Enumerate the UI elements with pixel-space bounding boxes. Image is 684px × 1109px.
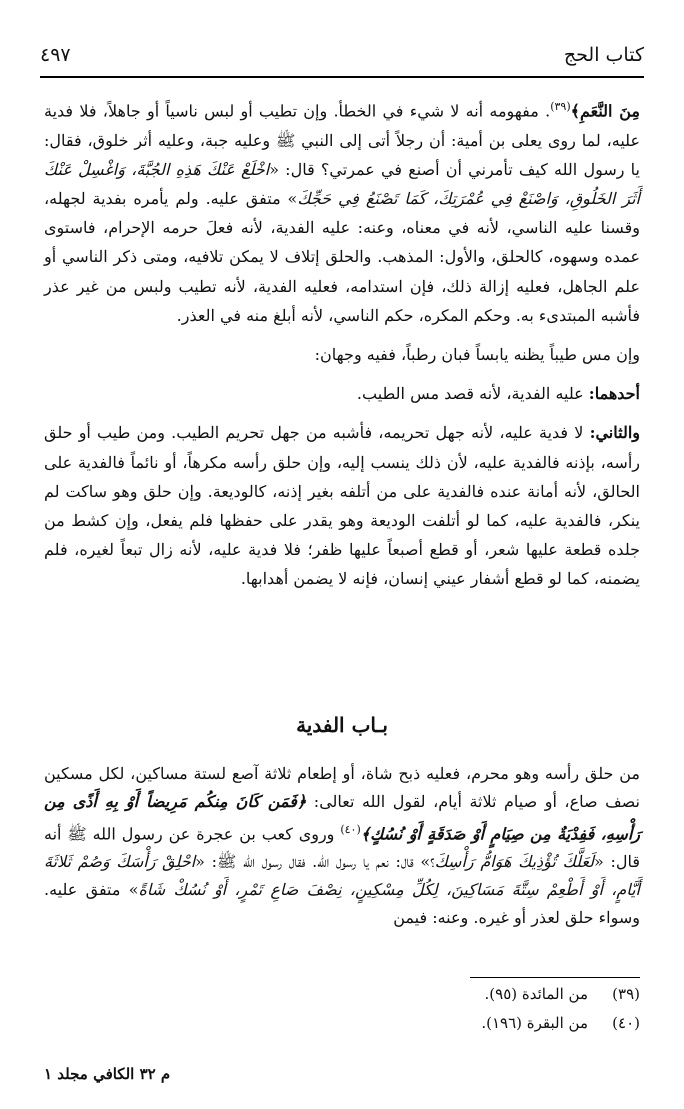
page-number: ٤٩٧	[40, 44, 71, 66]
paragraph-3	[44, 379, 640, 408]
chapter-text-d: » متفق عليه. وسواء حلق لعذر أو غيره. وعنه: فيمن	[44, 880, 640, 928]
footnote-item	[44, 980, 640, 1009]
second-opinion-text: لا فدية عليه، لأنه جهل تحريمه، فأشبه من جهل تحريم الطيب. ومن طيب أو حلق رأسه، بإذنه فالفدية عليه، لأن ذلك ينسب إليه، وإن حلق رأسه مكرهاً، أو نائماً فالفدية على الحالق، لأنه أمانة عنده فالفدية على من أتلفه بغير إذنه، كالوديعة. وإن حلق وهو ساكت لم ينكر، فالفدية عليه، كما لو أتلفت الوديعة وهو يقدر على حفظها فلم يفعل، وإن كشط من جلده قطعة عليها شعر، أو قطع أصبعاً عليها ظفر؛ فلا فدية عليه، لأنه زال تبعاً لغيره، فلم يضمنه، كما لو قطع أشفار عيني إنسان، فإنه لا يضمن أهدابها.	[44, 423, 640, 589]
paragraph-4	[44, 418, 640, 593]
chapter-text	[44, 760, 640, 932]
hadith-quote-3: احْلِقْ رَأْسَكَ وَصُمْ ثَلاثَةَ أَيَّامٍ، أَوْ أَطْعِمْ سِتَّةَ مَسَاكِينَ، لِكُلِّ مِسْكِينٍ، نِصْفَ صَاعِ تَمْرٍ، أَوْ نُسُكْ شَاةً	[44, 852, 640, 900]
chapter-text-b: وروى كعب بن عجرة عن رسول الله ﷺ أنه قال: «	[44, 824, 641, 872]
chapter-title: بـاب الفدية	[296, 713, 388, 737]
page-header	[40, 40, 644, 70]
chapter-paragraph	[44, 760, 640, 932]
print-signature: م ٣٢ الكافي مجلد ١	[44, 1065, 171, 1083]
paragraph-1-text: . مفهومه أنه لا شيء في الخطأ. وإن تطيب أو لبس ناسياً أو جاهلاً، فلا فدية عليه، لما روى يعلى بن أمية: أن رجلاً أتى إلى النبي ﷺ وعليه جبة، وعليه أثر خلوق، فقال: يا رسول الله كيف تأمرني أن أصنع في عمرتي؟ قال: «	[44, 101, 640, 179]
footnote-text: من البقرة (١٩٦).	[481, 1014, 588, 1032]
second-opinion-label: والثاني:	[589, 423, 641, 443]
chapter-text-c: ؟» قال: نعم يا رسول الله. فقال رسول الله ﷺ: «	[195, 852, 435, 872]
footnotes	[44, 980, 640, 1038]
footnote-ref-40: (٤٠)	[340, 823, 361, 836]
footnote-item	[44, 1009, 640, 1038]
first-opinion-label: أحدهما:	[588, 384, 640, 404]
paragraph-1	[44, 92, 640, 330]
header-divider	[40, 76, 644, 78]
chapter-text-a: من حلق رأسه وهو محرم، فعليه ذبح شاة، أو إطعام ثلاثة آصع لستة مساكين، لكل مسكين نصف صاع، أو صيام ثلاثة أيام، لقول الله تعالى:	[44, 764, 641, 811]
footnote-divider	[470, 977, 640, 978]
quran-verse: ﴿فَمَن كَانَ مِنكُم مَرِيضاً أَوْ بِهِ أَذًى مِن رَأْسِهِ، فَفِدْيَةٌ مِن صِيَامٍ أَوْ صَدَقَةٍ أَوْ نُسُكٍ﴾	[44, 792, 640, 844]
quran-fragment: مِنَ النَّعَمِ﴾	[570, 101, 640, 121]
footnote-text: من المائدة (٩٥).	[484, 985, 588, 1003]
running-title: كتاب الحج	[563, 44, 644, 66]
hadith-quote-2: لَعَلَّكَ تُؤْذِيكَ هَوَامُّ رَأْسِكَ	[434, 852, 594, 872]
hadith-quote-1: اخْلَعْ عَنْكَ هَذِهِ الجُبَّةَ، وَاغْسِلْ عَنْكَ أَثَرَ الخَلُوقِ، وَاصْنَعْ فِي عُمْرَتِكَ، كَمَا تَصْنَعُ فِي حَجِّكَ	[44, 159, 640, 208]
footnote-ref-39: (٣٩)	[550, 100, 571, 113]
first-opinion-text: عليه الفدية، لأنه قصد مس الطيب.	[356, 384, 589, 404]
footnote-number: (٤٠)	[612, 1014, 640, 1032]
footnote-number: (٣٩)	[612, 985, 640, 1003]
paragraph-1-end: » متفق عليه. ولم يأمره بفدية لجهله، وقسنا عليه الناسي، لأنه في معناه، وعنه: عليه الفدية، لأنه فعلَ حرمه الإحرام، فاستوى عمده وسهوه، كالحلق، والأول: المذهب. والحلق إتلاف لا يمكن تلافيه، ومتى ذكر الناسي أو علم الجاهل، فعليه إزالة ذلك، فإن استدامه، فعليه الفدية، لأنه تطيب ولبس من غير عذر فأشبه المبتدىء به. وحكم المكره، حكم الناسي، لأنه أبلغ منه في العذر.	[44, 188, 640, 325]
main-text	[44, 92, 640, 594]
paragraph-2: وإن مس طيباً يظنه يابساً فبان رطباً، ففيه وجهان:	[314, 344, 640, 364]
